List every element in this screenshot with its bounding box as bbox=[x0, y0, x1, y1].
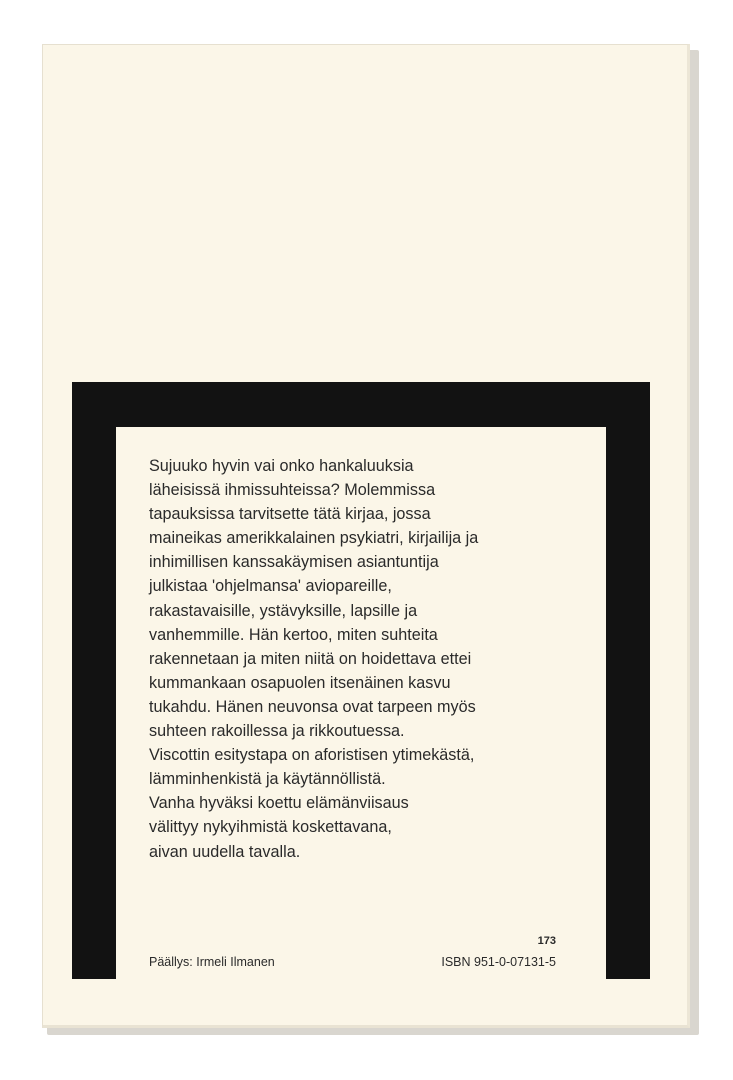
blurb-text bbox=[149, 454, 589, 864]
black-frame bbox=[72, 382, 650, 979]
blurb-line: välittyy nykyihmistä koskettavana, bbox=[149, 818, 392, 837]
blurb-line: tapauksissa tarvitsette tätä kirjaa, jossa bbox=[149, 505, 431, 524]
blurb-line: kummankaan osapuolen itsenäinen kasvu bbox=[149, 673, 451, 692]
blurb-line: rakennetaan ja miten niitä on hoidettava ettei bbox=[149, 649, 472, 668]
blurb-line: läheisissä ihmissuhteissa? Molemmissa bbox=[149, 481, 436, 500]
cover-credit: Päällys: Irmeli Ilmanen bbox=[149, 955, 275, 969]
book-back-cover bbox=[42, 44, 690, 1028]
blurb-line: suhteen rakoillessa ja rikkoutuessa. bbox=[149, 722, 405, 741]
blurb-line: tukahdu. Hänen neuvonsa ovat tarpeen myös bbox=[149, 697, 476, 716]
blurb-line: julkistaa 'ohjelmansa' aviopareille, bbox=[149, 577, 392, 596]
blurb-line: Viscottin esitystapa on aforistisen ytimekästä, bbox=[149, 746, 475, 765]
blurb-line: lämminhenkistä ja käytännöllistä. bbox=[149, 770, 386, 789]
text-panel bbox=[116, 427, 606, 979]
blurb-line: inhimillisen kanssakäymisen asiantuntija bbox=[149, 553, 439, 572]
blurb-line: vanhemmille. Hän kertoo, miten suhteita bbox=[149, 625, 438, 644]
blurb-line: Vanha hyväksi koettu elämänviisaus bbox=[149, 794, 409, 813]
blurb-line: rakastavaisille, ystävyksille, lapsille ja bbox=[149, 601, 418, 620]
blurb-line: Sujuuko hyvin vai onko hankaluuksia bbox=[149, 457, 414, 475]
blurb-line: maineikas amerikkalainen psykiatri, kirjailija ja bbox=[149, 529, 479, 548]
blurb-line: aivan uudella tavalla. bbox=[149, 842, 301, 861]
series-number: 173 bbox=[537, 935, 556, 947]
isbn-label: ISBN 951-0-07131-5 bbox=[441, 955, 556, 969]
